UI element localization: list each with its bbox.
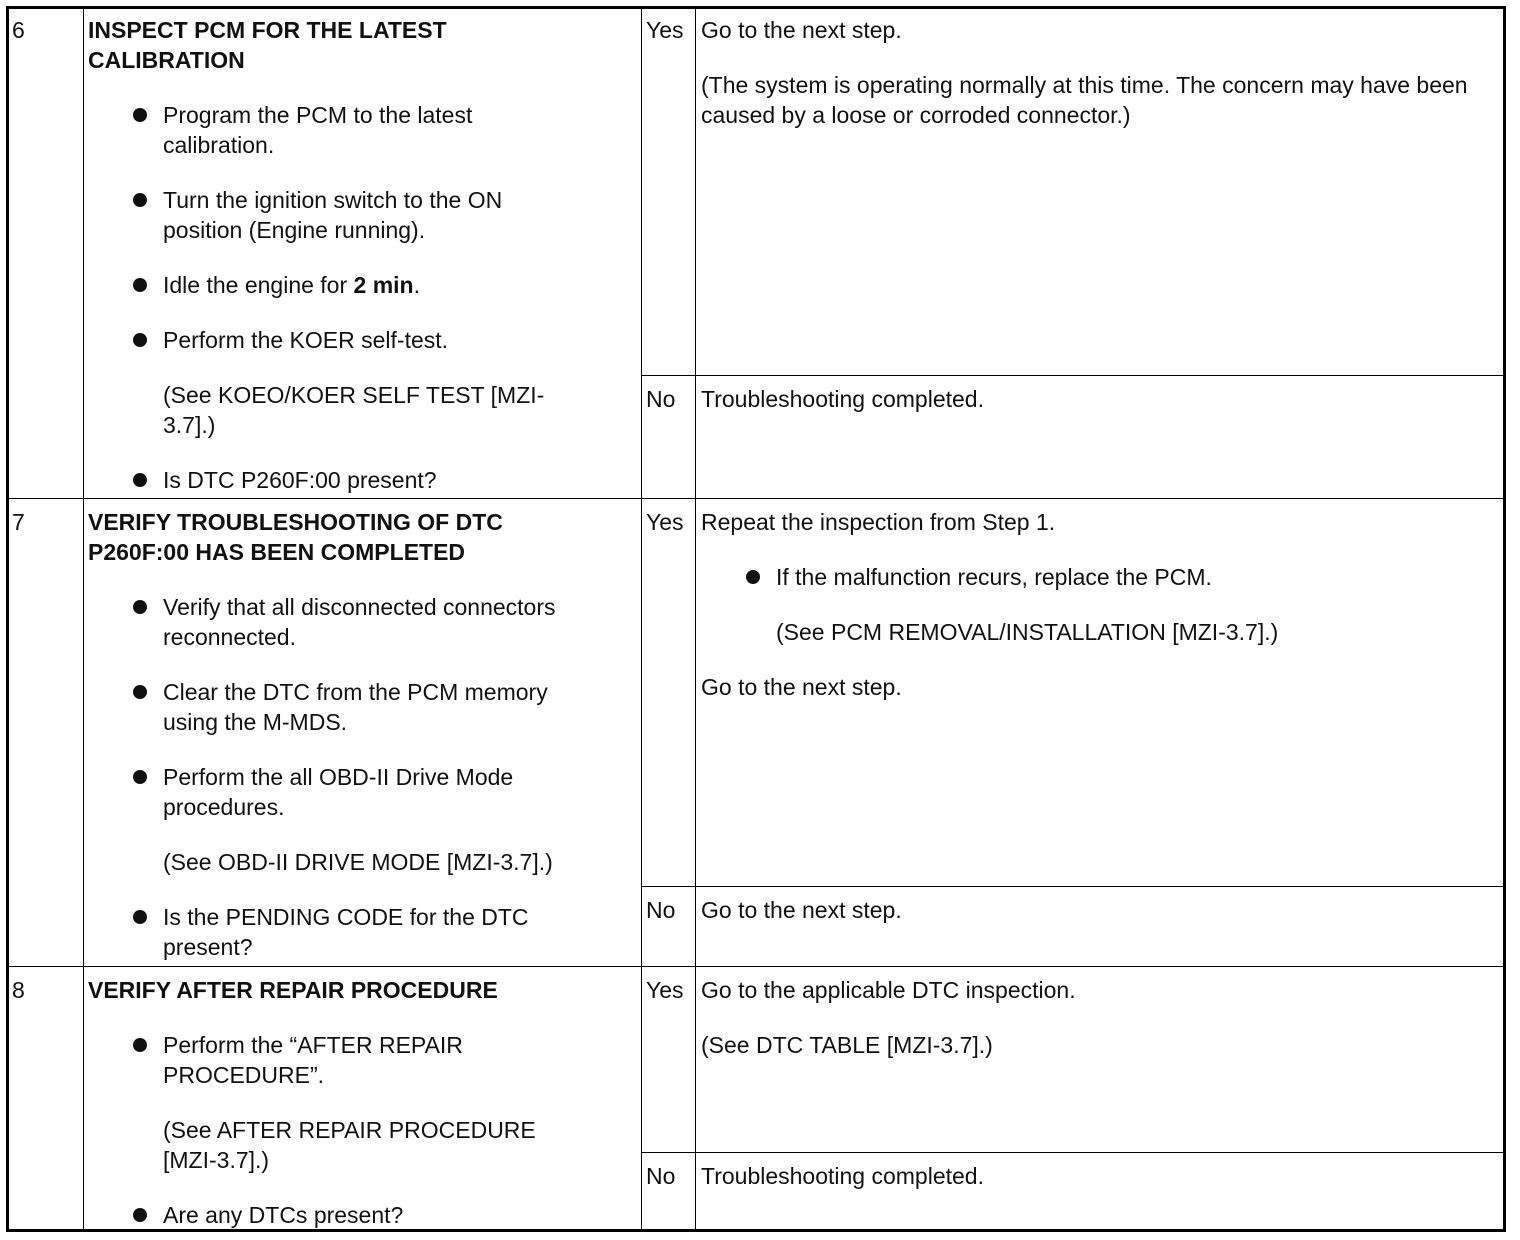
step-number: 6 bbox=[12, 17, 25, 43]
step-title: VERIFY AFTER REPAIR PROCEDURE bbox=[88, 977, 498, 1003]
column-divider bbox=[641, 9, 642, 1229]
bullet-icon bbox=[133, 770, 147, 784]
action-text: Program the PCM to the latest calibration. bbox=[163, 102, 473, 158]
yes-label: Yes bbox=[646, 509, 684, 535]
no-label: No bbox=[646, 1163, 676, 1189]
reference-text: (See AFTER REPAIR PROCEDURE [MZI-3.7].) bbox=[163, 1117, 536, 1173]
action-text: Idle the engine for 2 min. bbox=[163, 272, 420, 298]
result-text: Troubleshooting completed. bbox=[701, 1163, 984, 1189]
action-text: Perform the “AFTER REPAIR PROCEDURE”. bbox=[163, 1032, 463, 1088]
column-divider bbox=[83, 9, 84, 1229]
bullet-icon bbox=[133, 1208, 147, 1222]
question-text: Are any DTCs present? bbox=[163, 1202, 404, 1228]
bullet-icon bbox=[133, 685, 147, 699]
bullet-icon bbox=[133, 910, 147, 924]
result-text: Repeat the inspection from Step 1. bbox=[701, 509, 1056, 535]
result-text: (The system is operating normally at this time. The concern may have been caused by a loose or corroded connector.) bbox=[701, 72, 1468, 128]
result-text: Go to the next step. bbox=[701, 17, 902, 43]
bullet-icon bbox=[133, 1038, 147, 1052]
question-text: Is DTC P260F:00 present? bbox=[163, 467, 437, 493]
bullet-icon bbox=[133, 333, 147, 347]
yes-no-divider bbox=[641, 375, 1503, 376]
yes-label: Yes bbox=[646, 977, 684, 1003]
no-label: No bbox=[646, 386, 676, 412]
step-number: 8 bbox=[12, 977, 25, 1003]
bullet-icon bbox=[133, 473, 147, 487]
yes-no-divider bbox=[641, 1152, 1503, 1153]
row-divider bbox=[9, 966, 1503, 967]
bullet-icon bbox=[133, 600, 147, 614]
reference-text: (See OBD-II DRIVE MODE [MZI-3.7].) bbox=[163, 849, 553, 875]
action-text: Clear the DTC from the PCM memory using the M-MDS. bbox=[163, 679, 548, 735]
bullet-icon bbox=[133, 278, 147, 292]
row-divider bbox=[9, 498, 1503, 499]
action-text: Perform the KOER self-test. bbox=[163, 327, 449, 353]
action-text: Verify that all disconnected connectors reconnected. bbox=[163, 594, 556, 650]
result-text: If the malfunction recurs, replace the PCM. bbox=[776, 564, 1212, 590]
yes-no-divider bbox=[641, 886, 1503, 887]
reference-text: (See DTC TABLE [MZI-3.7].) bbox=[701, 1032, 993, 1058]
step-number: 7 bbox=[12, 509, 25, 535]
bullet-icon bbox=[133, 108, 147, 122]
yes-label: Yes bbox=[646, 17, 684, 43]
question-text: Is the PENDING CODE for the DTC present? bbox=[163, 904, 529, 960]
result-text: Go to the applicable DTC inspection. bbox=[701, 977, 1076, 1003]
bullet-icon bbox=[746, 570, 760, 584]
action-text: Perform the all OBD-II Drive Mode procedures. bbox=[163, 764, 514, 820]
result-text: Go to the next step. bbox=[701, 674, 902, 700]
column-divider bbox=[695, 9, 696, 1229]
reference-text: (See KOEO/KOER SELF TEST [MZI-3.7].) bbox=[163, 382, 545, 438]
step-title: INSPECT PCM FOR THE LATEST CALIBRATION bbox=[88, 17, 447, 73]
reference-text: (See PCM REMOVAL/INSTALLATION [MZI-3.7].) bbox=[776, 619, 1279, 645]
bullet-icon bbox=[133, 193, 147, 207]
action-text: Turn the ignition switch to the ON position (Engine running). bbox=[163, 187, 503, 243]
step-title: VERIFY TROUBLESHOOTING OF DTC P260F:00 HAS BEEN COMPLETED bbox=[88, 509, 503, 565]
result-text: Go to the next step. bbox=[701, 897, 902, 923]
no-label: No bbox=[646, 897, 676, 923]
troubleshooting-table bbox=[6, 6, 1506, 1232]
result-text: Troubleshooting completed. bbox=[701, 386, 984, 412]
